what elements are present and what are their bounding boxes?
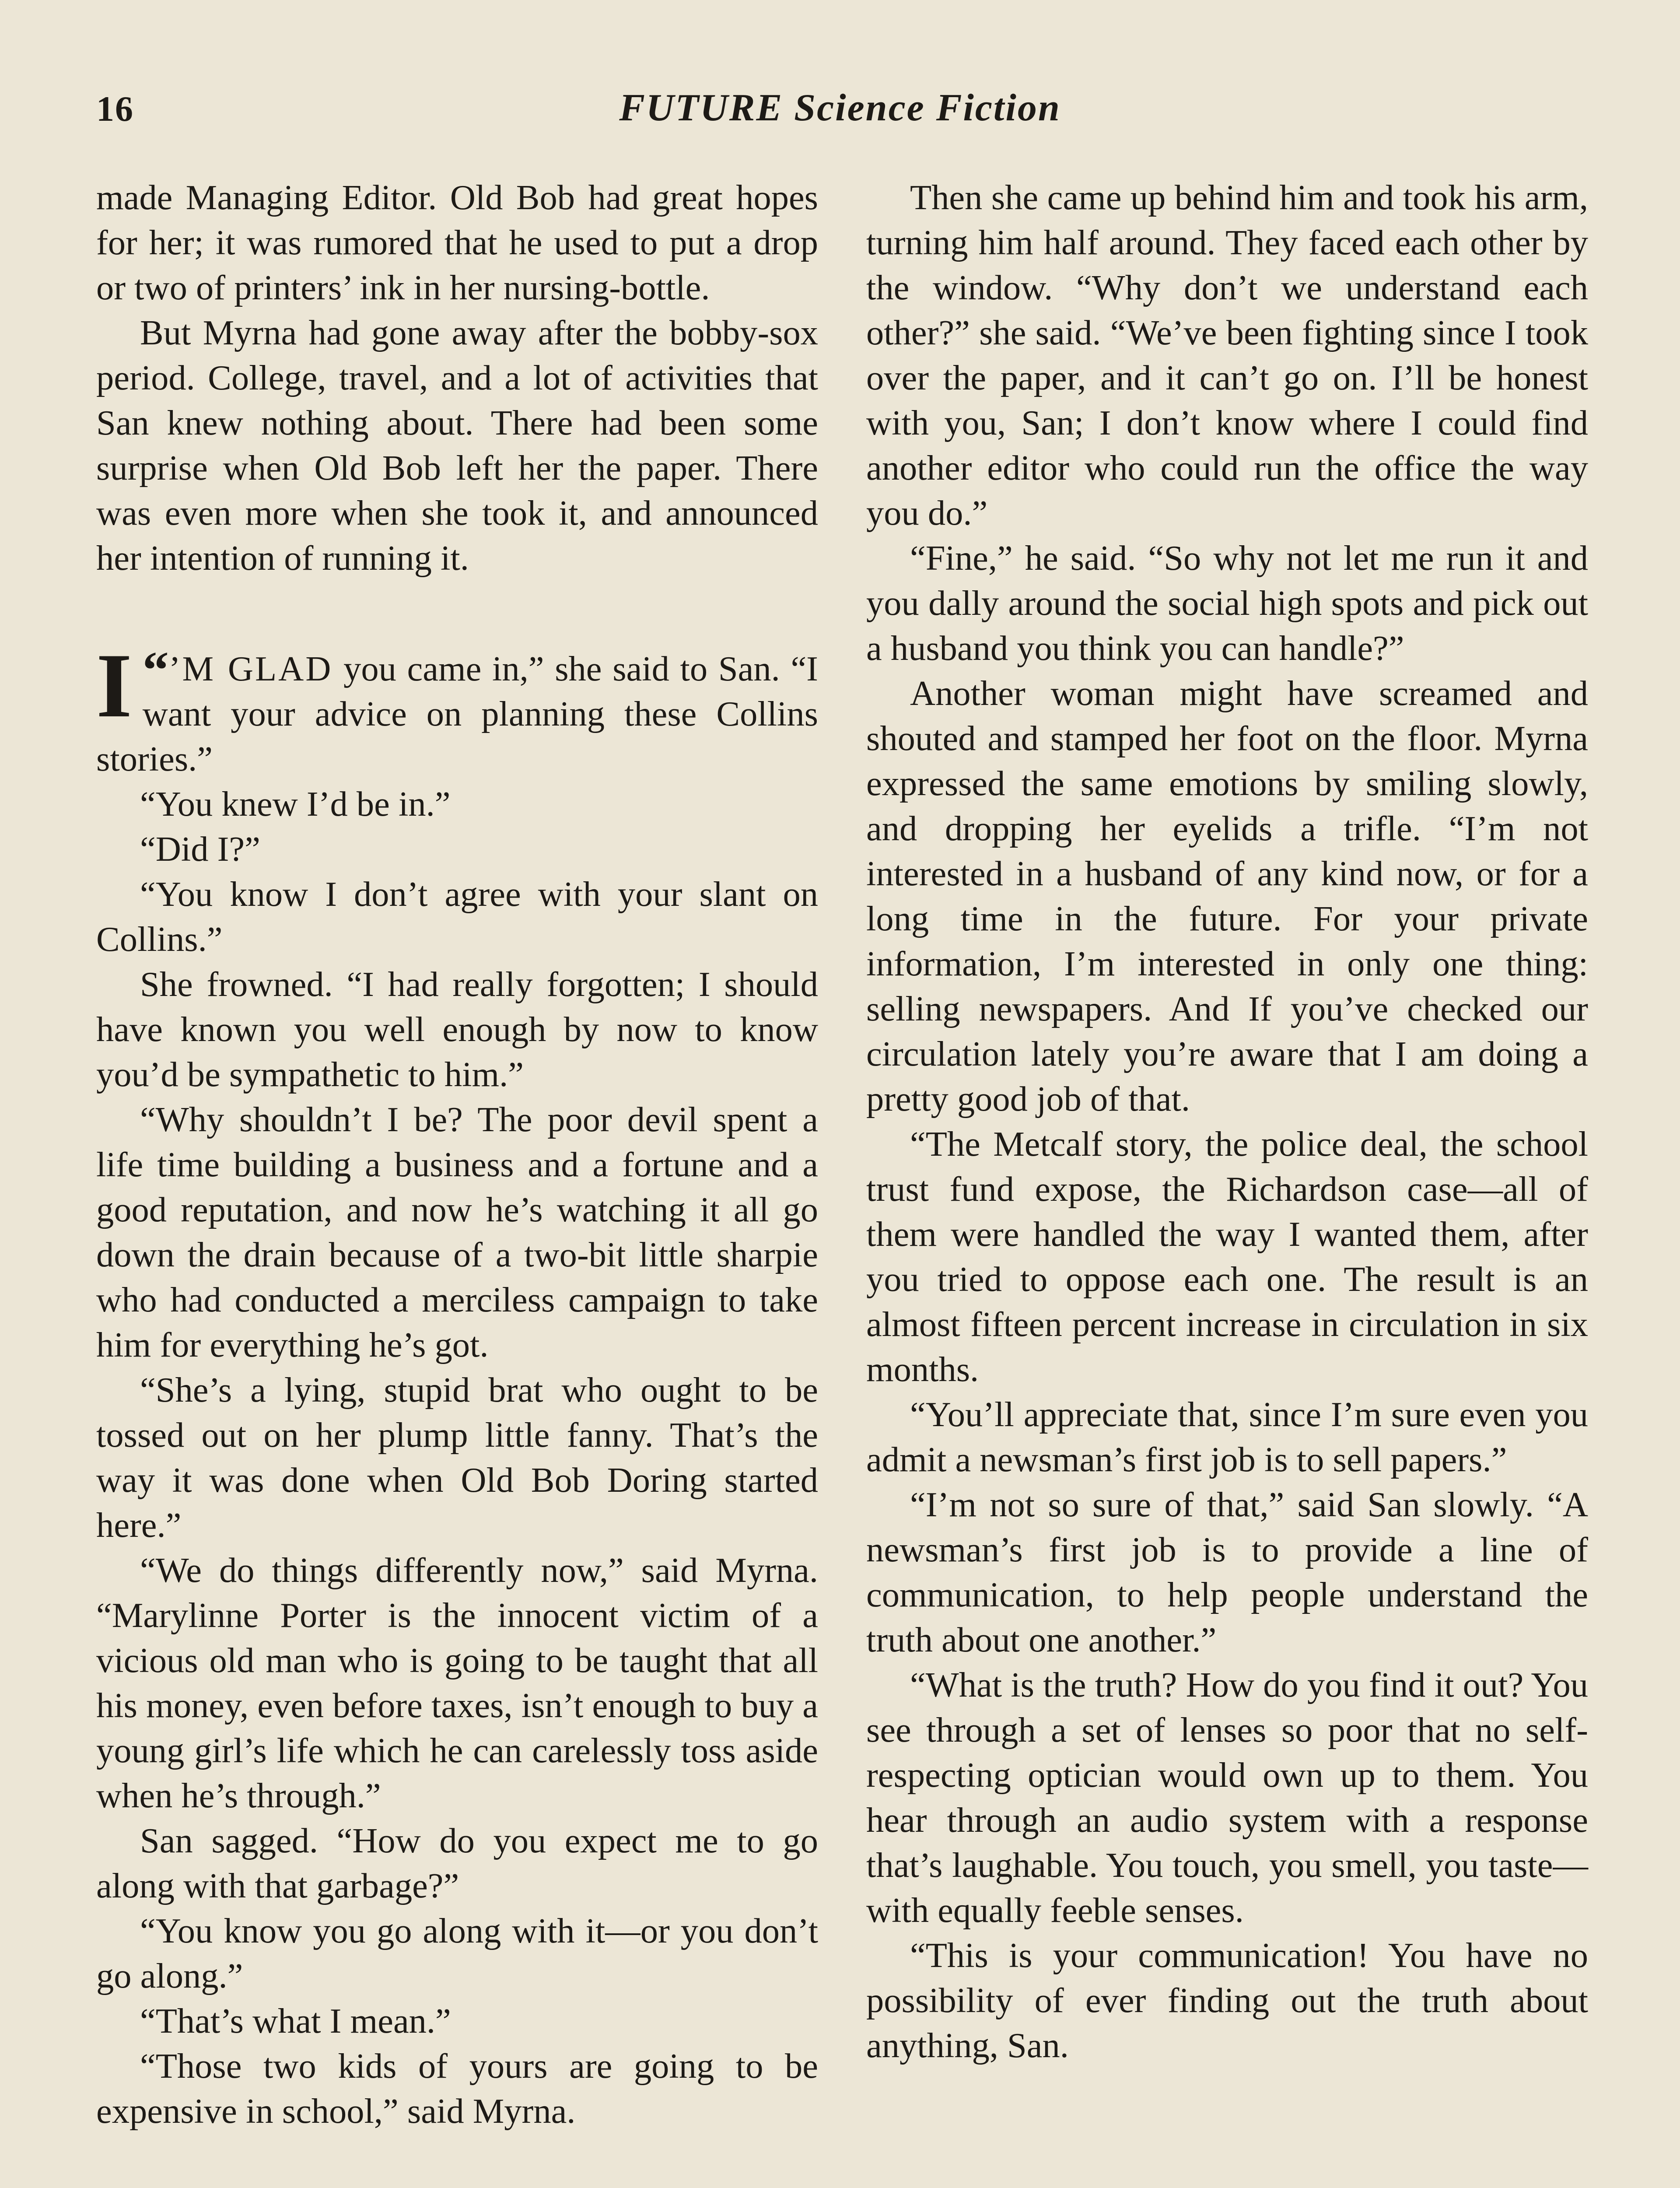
- paragraph: Then she came up behind him and took his arm, turning him half around. They faced each other by the window. “Why don’t we understand each other?” she said. “We’ve been fighting since I took over the paper, and it can’t go on. I’ll be honest with you, San; I don’t know where I could find another editor who could run the office the way you do.”: [866, 178, 1588, 533]
- page-header: [96, 79, 1584, 140]
- paragraph: “You know you go along with it—or you don’t go along.”: [96, 1911, 818, 1995]
- running-title: FUTURE Science Fiction: [619, 87, 1061, 129]
- paragraph: Another woman might have screamed and shouted and stamped her foot on the floor. Myrna expressed the same emotions by smiling slowly, and dropping her eyelids a trifle. “I’m not interested in a husband of any kind now, or for a long time in the future. For your private information, I’m interested in only one thing: selling newspapers. And If you’ve checked our circulation lately you’re aware that I am doing a pretty good job of that.: [866, 674, 1588, 1119]
- paragraph: “That’s what I mean.”: [140, 2002, 451, 2041]
- left-column: [96, 175, 818, 2134]
- paragraph: “What is the truth? How do you find it out? You see through a set of lenses so poor that no self-respecting optician would own up to them. You hear through an audio system with a response that’s laughable. You touch, you smell, you taste—with equally feeble senses.: [866, 1666, 1588, 1930]
- paragraph: “You knew I’d be in.”: [140, 785, 451, 824]
- paragraph: “I’m not so sure of that,” said San slowly. “A newsman’s first job is to provide a line of communication, to help people understand the truth about one another.”: [866, 1485, 1588, 1659]
- paragraph-text: you came in,” she said to San. “I want your advice on planning these Collins stories.”: [96, 649, 818, 778]
- paragraph-dropcap: [96, 635, 818, 782]
- paragraph: “You know I don’t agree with your slant on Collins.”: [96, 875, 818, 959]
- paragraph: “You’ll appreciate that, since I’m sure even you admit a newsman’s first job is to sell papers.”: [866, 1395, 1588, 1479]
- page-number: 16: [96, 89, 134, 129]
- lead-in-caps: ’M GLAD: [168, 649, 333, 688]
- drop-cap: I: [96, 635, 132, 736]
- paragraph: “Why shouldn’t I be? The poor devil spent a life time building a business and a fortune and a good reputation, and now he’s watching it all go down the drain because of a two-bit little sharpie who had conducted a merciless campaign to take him for everything he’s got.: [96, 1100, 818, 1364]
- paragraph: “We do things differently now,” said Myrna. “Marylinne Porter is the innocent victim of a vicious old man who is going to be taught that all his money, even before taxes, isn’t enough to buy a young girl’s life which he can carelessly toss aside when he’s through.”: [96, 1551, 818, 1815]
- paragraph: She frowned. “I had really forgotten; I should have known you well enough by now to know you’d be sympathetic to him.”: [96, 965, 818, 1094]
- section-break: [96, 581, 818, 646]
- paragraph: “Fine,” he said. “So why not let me run it and you dally around the social high spots and pick out a husband you think you can handle?”: [866, 539, 1588, 668]
- paragraph: San sagged. “How do you expect me to go along with that garbage?”: [96, 1821, 818, 1905]
- opening-quote: “: [142, 641, 169, 699]
- paragraph: “The Metcalf story, the police deal, the school trust fund expose, the Richardson case—all of them were handled the way I wanted them, after you tried to oppose each one. The result is an almost fifteen percent increase in circulation in six months.: [866, 1125, 1588, 1389]
- paragraph: But Myrna had gone away after the bobby-sox period. College, travel, and a lot of activities that San knew nothing about. There had been some surprise when Old Bob left her the paper. There was even more when she took it, and announced her intention of running it.: [96, 313, 818, 578]
- paragraph: made Managing Editor. Old Bob had great hopes for her; it was rumored that he used to put a drop or two of printers’ ink in her nursing-bottle.: [96, 178, 818, 307]
- paragraph: “She’s a lying, stupid brat who ought to be tossed out on her plump little fanny. That’s the way it was done when Old Bob Doring started here.”: [96, 1371, 818, 1545]
- paragraph: “This is your communication! You have no possibility of ever finding out the truth about anything, San.: [866, 1936, 1588, 2065]
- right-column: [866, 175, 1588, 2068]
- paragraph: “Did I?”: [140, 830, 260, 869]
- paragraph: “Those two kids of yours are going to be expensive in school,” said Myrna.: [96, 2047, 818, 2131]
